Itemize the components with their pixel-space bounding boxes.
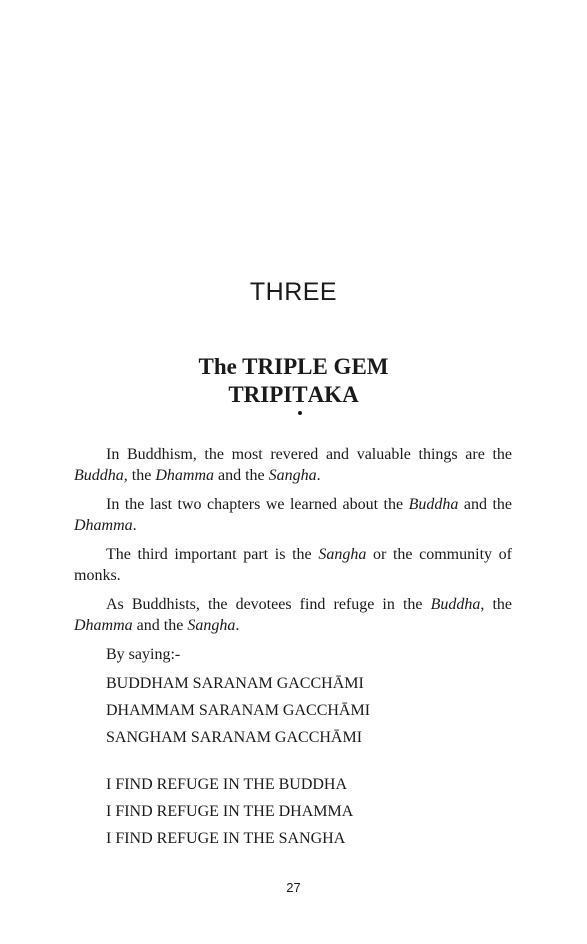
body-text bbox=[74, 444, 512, 855]
italic-term: Sangha bbox=[187, 617, 236, 634]
title-suffix: AKA bbox=[307, 382, 359, 407]
italic-term: Buddha bbox=[74, 467, 124, 484]
italic-term: Buddha bbox=[430, 596, 481, 613]
text-run: The third important part is the bbox=[106, 546, 319, 563]
paragraph bbox=[74, 544, 512, 586]
paragraph bbox=[74, 444, 512, 486]
text-run: and the bbox=[214, 467, 269, 484]
paragraph bbox=[74, 494, 512, 536]
chapter-number: THREE bbox=[249, 278, 338, 306]
text-run: and the bbox=[458, 496, 512, 513]
title-prefix: TRIPI bbox=[228, 382, 293, 407]
italic-term: Dhamma bbox=[155, 467, 214, 484]
mantra-line: DHAMMAM SARANAM GACCHĀMI bbox=[106, 702, 371, 719]
chapter-title-line-1: The TRIPLE GEM bbox=[198, 354, 389, 379]
chapter-title-line-2 bbox=[0, 381, 587, 409]
refuge-line: I FIND REFUGE IN THE DHAMMA bbox=[106, 803, 354, 820]
mantra-line: BUDDHAM SARANAM GACCHĀMI bbox=[106, 675, 364, 692]
page-number: 27 bbox=[286, 880, 301, 895]
title-dotted-letter: T bbox=[292, 382, 308, 407]
mantra-line: SANGHAM SARANAM GACCHĀMI bbox=[106, 729, 363, 746]
text-run: . bbox=[235, 617, 240, 634]
text-run: . bbox=[132, 517, 137, 534]
italic-term: Dhamma bbox=[74, 517, 133, 534]
italic-term: Dhamma bbox=[74, 617, 133, 634]
text-run: As Buddhists, the devotees find refuge in the bbox=[106, 596, 431, 613]
refuge-line: I FIND REFUGE IN THE BUDDHA bbox=[106, 776, 348, 793]
italic-term: Buddha bbox=[408, 496, 459, 513]
chapter-title bbox=[0, 353, 587, 409]
text-run: . bbox=[316, 467, 321, 484]
text-run: , the bbox=[480, 596, 513, 613]
text-run: and the bbox=[132, 617, 188, 634]
italic-term: Sangha bbox=[268, 467, 317, 484]
text-run: In the last two chapters we learned about the bbox=[106, 496, 409, 513]
text-run: or the community of monks. bbox=[74, 546, 512, 584]
spacer bbox=[74, 754, 512, 774]
text-run: , the bbox=[123, 467, 156, 484]
italic-term: Sangha bbox=[318, 546, 367, 563]
refuge-line: I FIND REFUGE IN THE SANGHA bbox=[106, 830, 346, 847]
paragraph bbox=[74, 594, 512, 636]
by-saying-line: By saying:- bbox=[106, 646, 181, 663]
text-run: In Buddhism, the most revered and valuable things are the bbox=[106, 446, 512, 463]
